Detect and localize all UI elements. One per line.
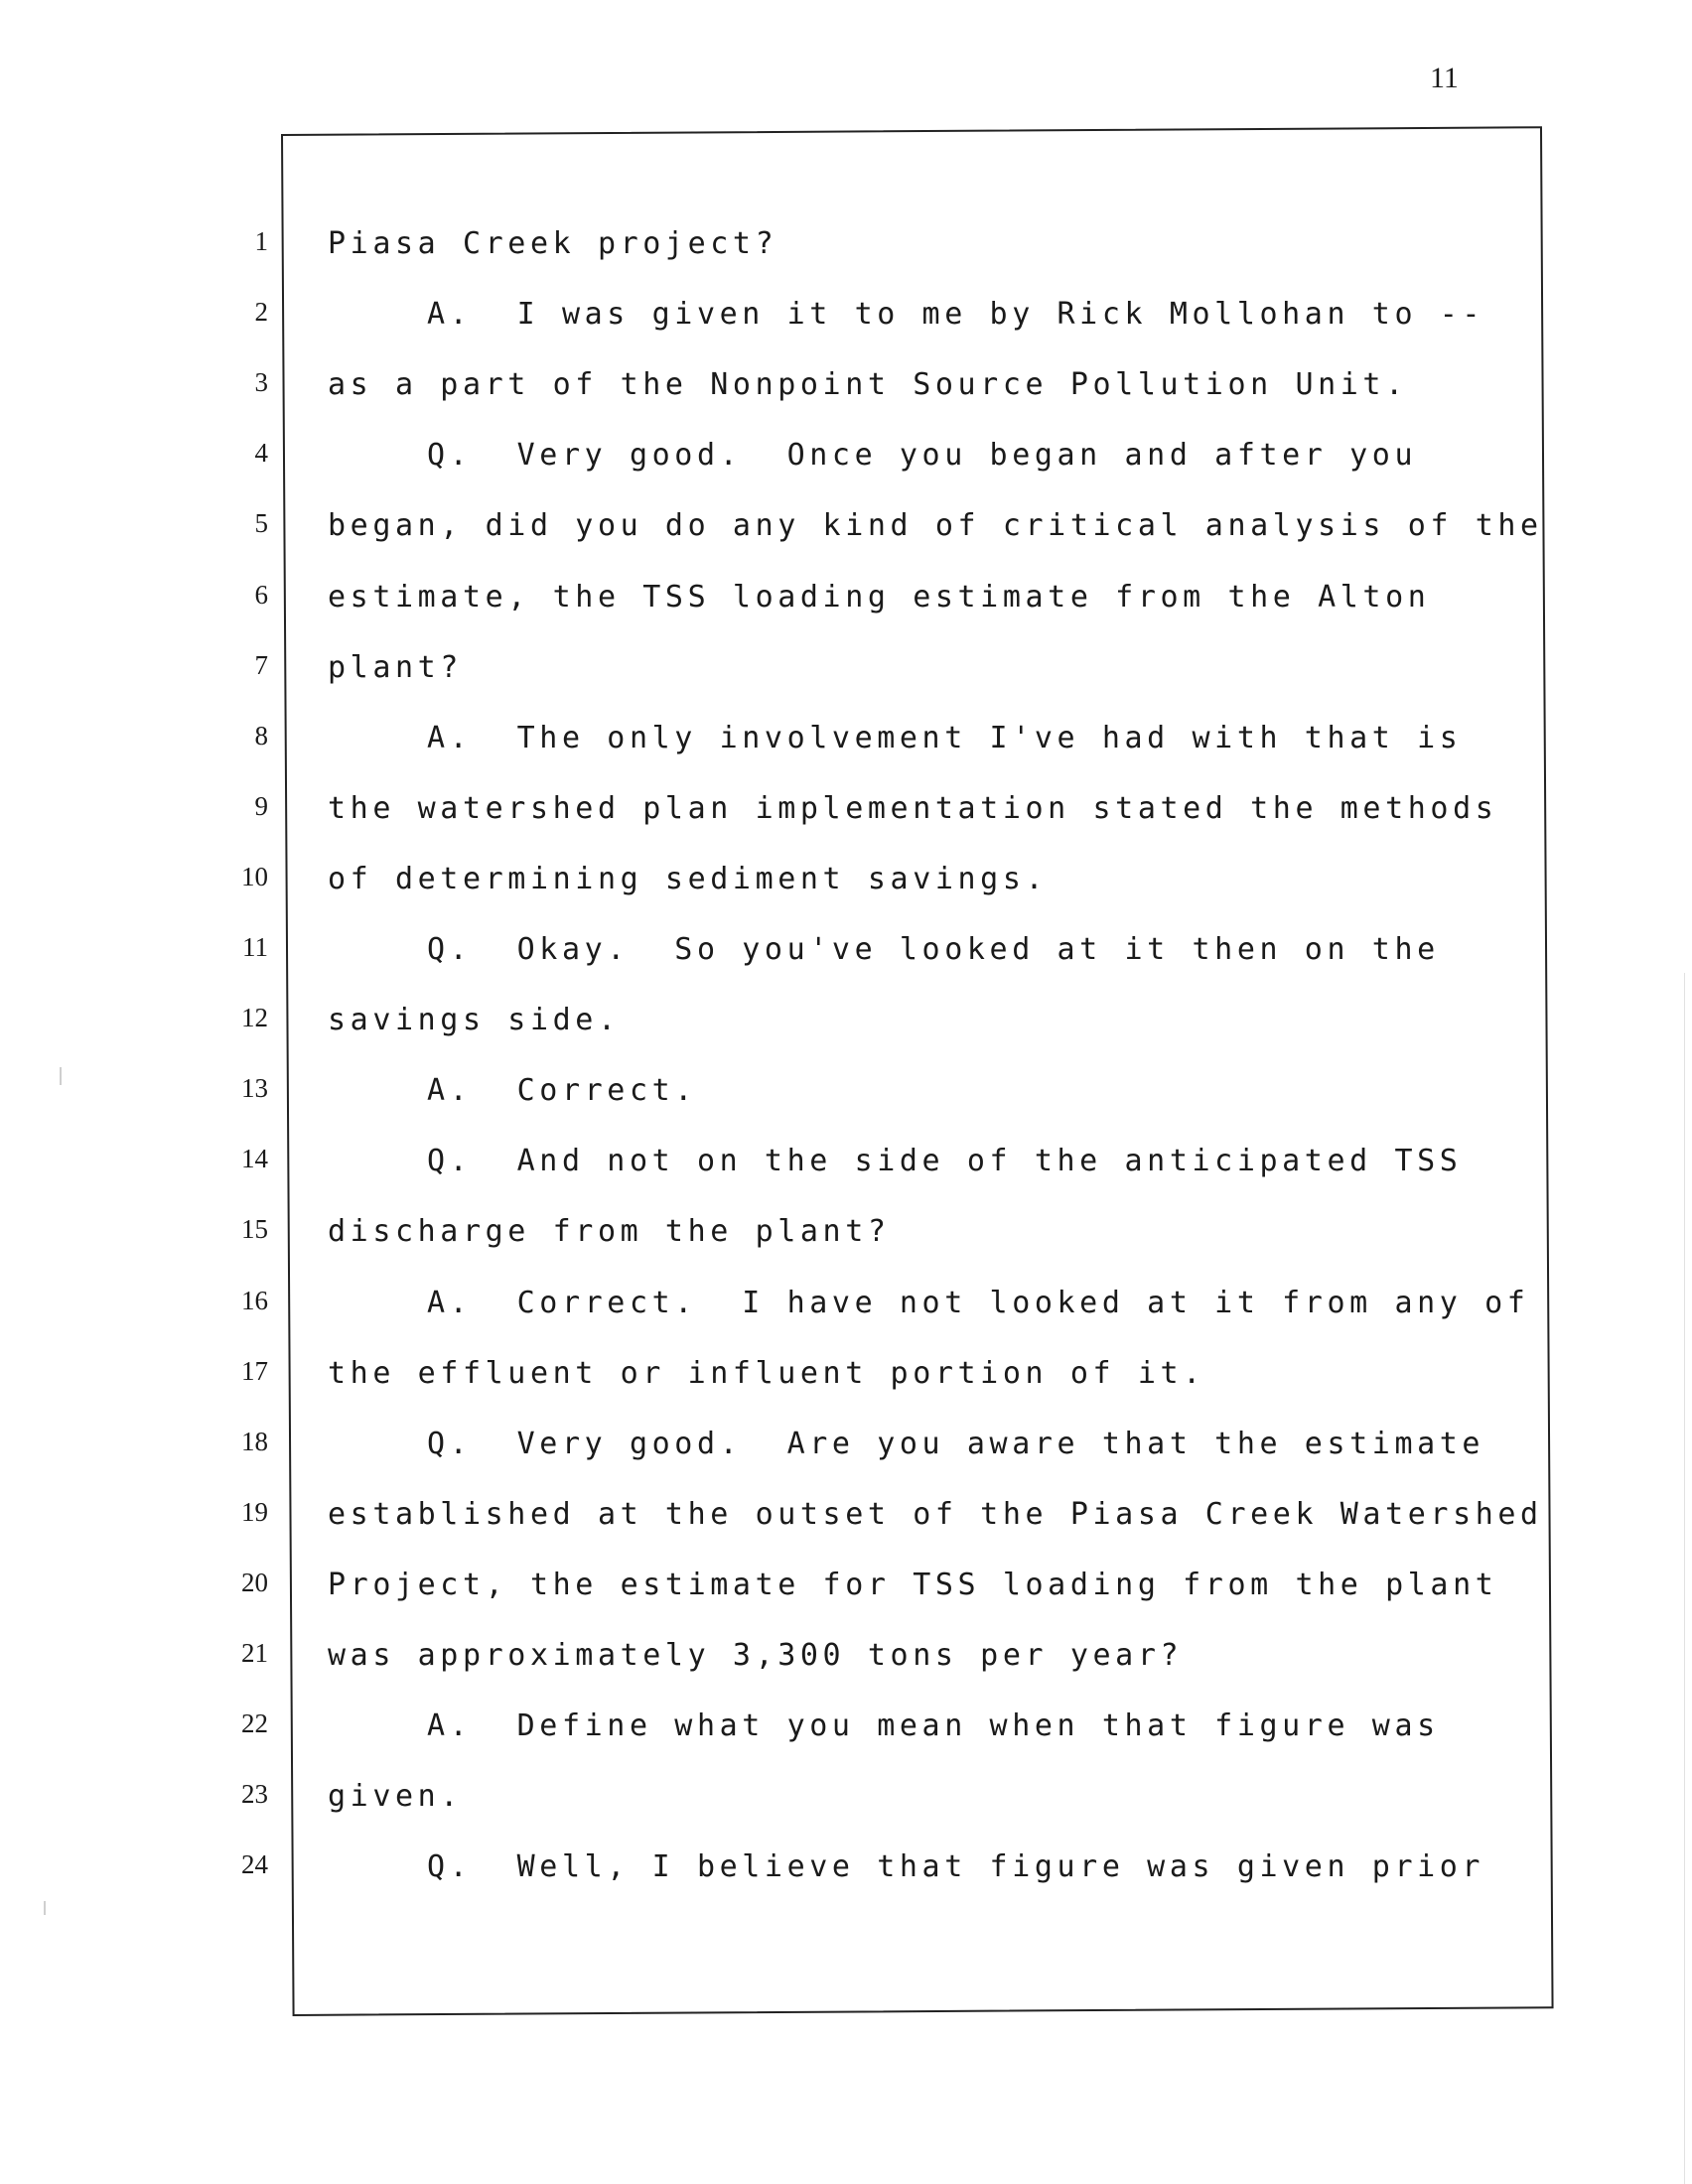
transcript-line: A. Correct. xyxy=(427,1073,697,1109)
line-number: 6 xyxy=(254,579,268,610)
transcript-line: the watershed plan implementation stated the methods xyxy=(328,790,1498,826)
transcript-line: Q. Very good. Once you began and after you xyxy=(427,438,1418,474)
page-number: 11 xyxy=(1430,62,1459,94)
scan-speck xyxy=(44,1901,46,1915)
transcript-line: began, did you do any kind of critical analysis of the xyxy=(328,508,1543,544)
transcript-line: Q. Very good. Are you aware that the estimate xyxy=(427,1426,1485,1461)
transcript-line: established at the outset of the Piasa Creek Watershed xyxy=(328,1496,1543,1532)
transcript-line: the effluent or influent portion of it. xyxy=(328,1355,1205,1391)
line-number: 21 xyxy=(241,1638,268,1668)
transcript-line: savings side. xyxy=(328,1003,621,1038)
line-number: 2 xyxy=(254,297,268,328)
line-number: 18 xyxy=(241,1426,268,1456)
transcript-line: Piasa Creek project? xyxy=(328,226,778,261)
line-number: 10 xyxy=(241,861,268,891)
line-number: 19 xyxy=(241,1496,268,1527)
line-number: 8 xyxy=(254,720,268,751)
line-number: 24 xyxy=(241,1849,268,1880)
line-number: 11 xyxy=(242,932,268,962)
scan-speck xyxy=(60,1067,62,1085)
transcript-line: Project, the estimate for TSS loading from the plant xyxy=(328,1567,1498,1602)
line-number: 4 xyxy=(254,438,268,469)
line-number: 20 xyxy=(241,1567,268,1597)
transcript-line: A. The only involvement I've had with that is xyxy=(427,720,1463,755)
transcript-line: Q. Well, I believe that figure was given prior xyxy=(427,1849,1485,1885)
transcript-line: was approximately 3,300 tons per year? xyxy=(328,1638,1184,1673)
transcript-line: given. xyxy=(328,1779,463,1815)
line-number: 23 xyxy=(241,1779,268,1810)
scan-edge-rule xyxy=(1684,973,1685,2184)
transcript-line: discharge from the plant? xyxy=(328,1214,891,1250)
line-number: 1 xyxy=(254,226,268,256)
line-number: 9 xyxy=(254,790,268,821)
line-number: 7 xyxy=(254,649,268,680)
transcript-line: Q. And not on the side of the anticipated TSS xyxy=(427,1144,1463,1179)
line-number: 14 xyxy=(241,1144,268,1174)
line-number: 3 xyxy=(254,367,268,398)
transcript-line: Q. Okay. So you've looked at it then on the xyxy=(427,932,1440,967)
line-number: 17 xyxy=(241,1355,268,1386)
line-number: 15 xyxy=(241,1214,268,1245)
transcript-line: estimate, the TSS loading estimate from the Alton xyxy=(328,579,1431,614)
line-number: 22 xyxy=(241,1708,268,1739)
transcript-line: of determining sediment savings. xyxy=(328,861,1049,896)
transcript-line: A. I was given it to me by Rick Mollohan to -- xyxy=(427,297,1485,333)
transcript-line: as a part of the Nonpoint Source Pollution Unit. xyxy=(328,367,1408,403)
line-number: 16 xyxy=(241,1285,268,1315)
line-number: 13 xyxy=(241,1073,268,1104)
transcript-line: plant? xyxy=(328,649,463,685)
line-number: 12 xyxy=(241,1003,268,1033)
transcript-line: A. Correct. I have not looked at it from any of xyxy=(427,1285,1530,1320)
transcript-line: A. Define what you mean when that figure was xyxy=(427,1708,1440,1744)
line-number: 5 xyxy=(254,508,268,539)
